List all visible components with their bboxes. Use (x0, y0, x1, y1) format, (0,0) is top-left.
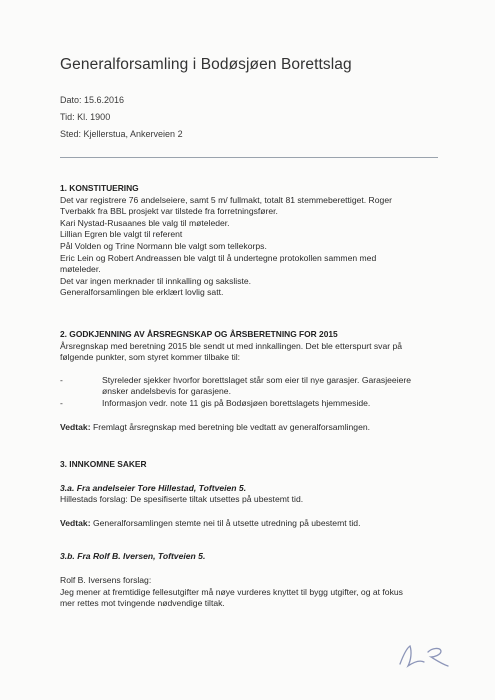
section-konstituering (60, 183, 440, 299)
paragraph-line: Lillian Egren ble valgt til referent (60, 229, 183, 240)
vedtak-line (60, 518, 440, 530)
meeting-place: Sted: Kjellerstua, Ankerveien 2 (60, 129, 183, 139)
bullet-list (60, 375, 440, 410)
paragraph-line: Generalforsamlingen ble erklært lovlig satt. (60, 287, 224, 298)
list-item-line: Styreleder sjekker hvorfor borettslaget står som eier til nye garasjer. Garasjeeiere (102, 374, 412, 385)
document-title: Generalforsamling i Bodøsjøen Borettslag (60, 56, 352, 73)
section-heading: 2. GODKJENNING AV ÅRSREGNSKAP OG ÅRSBERETNING FOR 2015 (60, 329, 338, 339)
paragraph-line: Eric Lein og Robert Andreassen ble valgt til å undertegne protokollen sammen med (60, 252, 377, 263)
paragraph-line: Tverbakk fra BBL prosjekt var tilstede fra forretningsfører. (60, 206, 278, 217)
list-item (60, 375, 440, 398)
section-godkjenning (60, 329, 440, 433)
subsection-heading: 3.b. Fra Rolf B. Iversen, Toftveien 5. (60, 551, 206, 562)
paragraph-line: møteleder. (60, 264, 101, 275)
header-divider (60, 157, 438, 158)
meeting-time: Tid: Kl. 1900 (60, 112, 111, 122)
paragraph-line: Jeg mener at fremtidige fellesutgifter må nøye vurderes knyttet til bygg utgifter, og at fokus (60, 586, 403, 597)
vedtak-label: Vedtak: (60, 517, 91, 528)
section-heading: 3. INNKOMNE SAKER (60, 459, 147, 469)
meeting-date: Dato: 15.6.2016 (60, 95, 125, 105)
vedtak-text: Generalforsamlingen stemte nei til å utsette utredning på ubestemt tid. (90, 517, 361, 528)
subsection-heading: 3.a. Fra andelseier Tore Hillestad, Toftveien 5. (60, 482, 247, 493)
section-heading: 1. KONSTITUERING (60, 183, 139, 193)
vedtak-text: Fremlagt årsregnskap med beretning ble vedtatt av generalforsamlingen. (90, 421, 371, 432)
paragraph-line: følgende punkter, som styret kommer tilbake til: (60, 352, 241, 363)
vedtak-label: Vedtak: (60, 421, 91, 432)
paragraph-line: mer rettes mot tvingende nødvendige tiltak. (60, 598, 225, 609)
bullet-dash-icon: - (60, 374, 63, 385)
bullet-dash-icon: - (60, 397, 63, 408)
paragraph-line: Rolf B. Iversens forslag: (60, 574, 152, 585)
section-innkomne-saker (60, 459, 440, 610)
list-item-line: ønsker andelsbevis for garasjene. (102, 386, 231, 397)
list-item (60, 398, 440, 410)
paragraph-line: Hillestads forslag: De spesifiserte tiltak utsettes på ubestemt tid. (60, 494, 304, 505)
paragraph-line: Årsregnskap med beretning 2015 ble sendt ut med innkallingen. Det ble etterspurt svar på (60, 340, 403, 351)
paragraph-line: Pål Volden og Trine Normann ble valgt som tellekorps. (60, 240, 267, 251)
handwritten-initials-signature (394, 640, 454, 670)
vedtak-line (60, 422, 440, 434)
paragraph-line: Det var ingen merknader til innkalling og saksliste. (60, 275, 252, 286)
paragraph-line: Kari Nystad-Rusaanes ble valg til møteleder. (60, 217, 230, 228)
list-item-line: Informasjon vedr. note 11 gis på Bodøsjøen borettslagets hjemmeside. (102, 397, 371, 408)
paragraph-line: Det var registrere 76 andelseiere, samt 5 m/ fullmakt, totalt 81 stemmeberettiget. Roger (60, 194, 392, 205)
